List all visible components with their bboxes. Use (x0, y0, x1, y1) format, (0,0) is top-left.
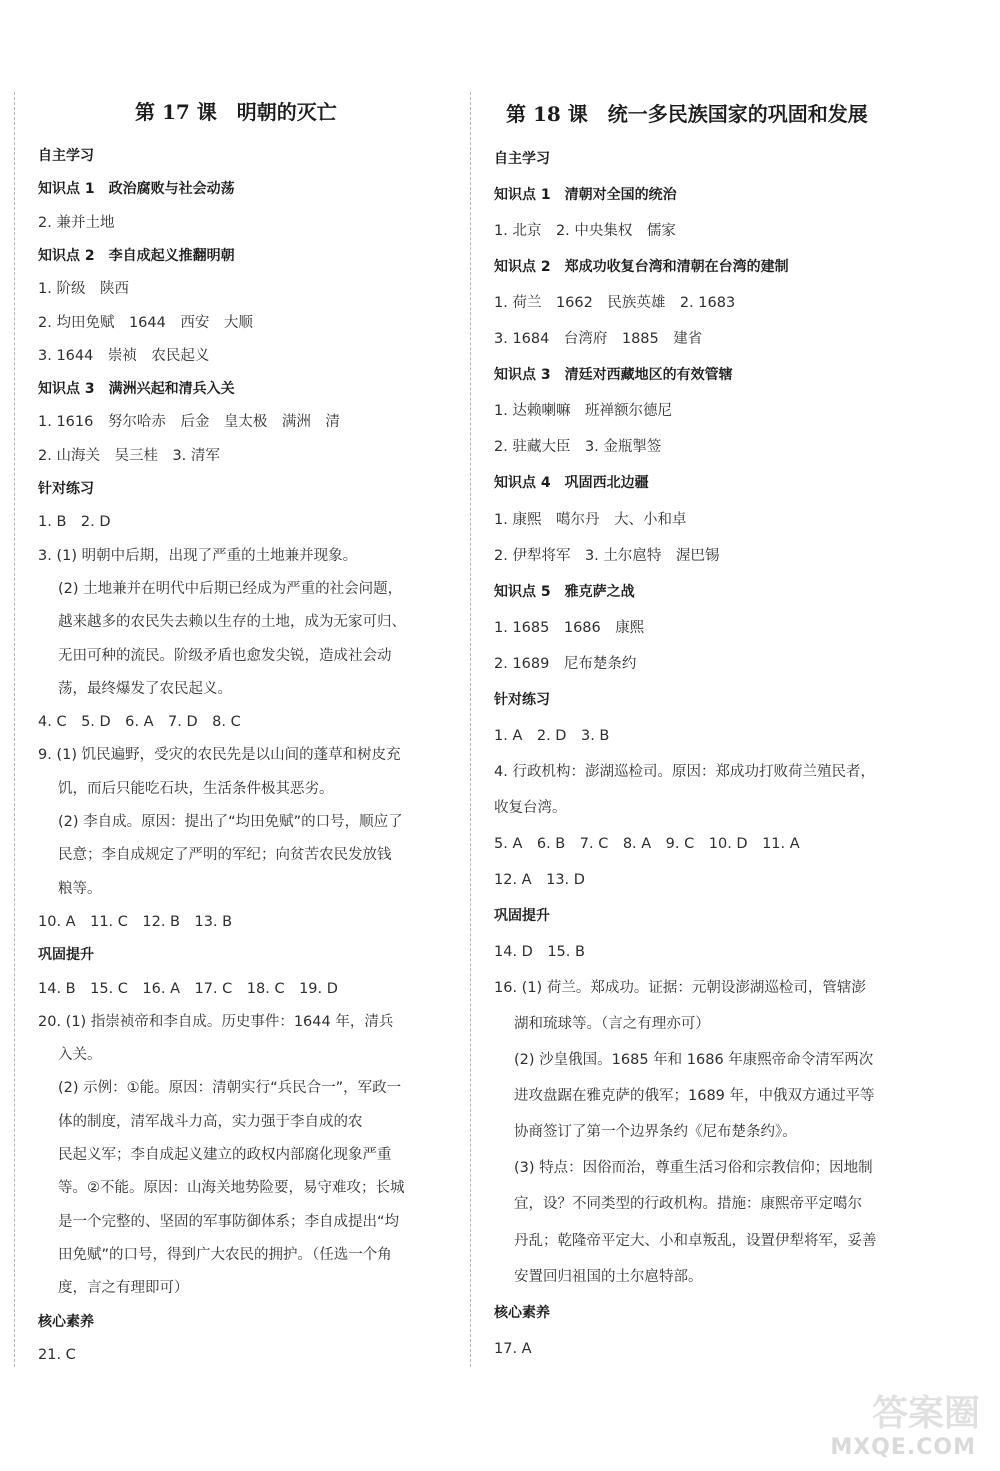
answer-line: 粮等。 (58, 880, 102, 897)
answer-line: 2. 兼并土地 (38, 214, 115, 231)
section-heading: 自主学习 (38, 148, 94, 164)
answer-line: 协商签订了第一个边界条约《尼布楚条约》。 (514, 1124, 797, 1141)
answer-line: 2. 1689 尼布楚条约 (494, 655, 637, 672)
answer-line: 田免赋”的口号，得到广大农民的拥护。（任选一个角 (58, 1246, 392, 1263)
answer-line: 3. 1684 台湾府 1885 建省 (494, 331, 703, 348)
answer-line: 21. C (38, 1346, 76, 1363)
knowledge-point-heading: 知识点 2 李自成起义推翻明朝 (38, 247, 235, 264)
watermark-logo (792, 1385, 982, 1465)
column-divider-right (470, 92, 471, 1367)
section-heading: 针对练习 (494, 691, 550, 708)
answer-line: 体的制度，清军战斗力高，实力强于李自成的农 (58, 1113, 363, 1130)
answer-line: 1. 阶级 陕西 (38, 281, 129, 298)
answer-line: 4. 行政机构：澎湖巡检司。原因：郑成功打败荷兰殖民者， (494, 763, 875, 780)
section-heading: 自主学习 (494, 151, 550, 167)
answer-line: 9. (1) 饥民遍野，受灾的农民先是以山间的蓬草和树皮充 (38, 747, 401, 764)
answer-line: 无田可种的流民。阶级矛盾也愈发尖锐，造成社会动 (58, 647, 392, 664)
answer-line: (2) 示例：①能。原因：清朝实行“兵民合一”，军政一 (58, 1080, 402, 1097)
answer-line: 1. 康熙 噶尔丹 大、小和卓 (494, 511, 687, 528)
section-heading: 核心素养 (494, 1304, 550, 1321)
answer-line: 3. 1644 崇祯 农民起义 (38, 347, 210, 364)
answer-line: 10. A 11. C 12. B 13. B (38, 913, 233, 930)
lesson-18-title: 第 18 课 统一多民族国家的巩固和发展 (506, 102, 868, 126)
answer-line: (2) 沙皇俄国。1685 年和 1686 年康熙帝命令清军两次 (514, 1052, 874, 1069)
answer-line: 17. A (494, 1340, 532, 1357)
answer-line: 收复台湾。 (494, 799, 567, 816)
knowledge-point-heading: 知识点 3 满洲兴起和清兵入关 (38, 381, 235, 398)
answer-line: 3. (1) 明朝中后期，出现了严重的土地兼并现象。 (38, 547, 358, 564)
answer-line: 宜，设？不同类型的行政机构。措施：康熙帝平定噶尔 (514, 1196, 862, 1213)
answer-line: 安置回归祖国的土尔扈特部。 (514, 1268, 703, 1285)
watermark-site: MXQE.COM (830, 1435, 976, 1460)
section-heading: 核心素养 (38, 1313, 94, 1330)
answer-line: 2. 山海关 吴三桂 3. 清军 (38, 447, 220, 464)
column-divider-left (14, 92, 15, 1367)
watermark-logo-mark: 答案圈 (871, 1392, 980, 1434)
knowledge-point-heading: 知识点 5 雅克萨之战 (494, 583, 635, 600)
answer-line: 12. A 13. D (494, 872, 585, 888)
answer-line: 等。②不能。原因：山海关地势险要，易守难攻；长城 (58, 1180, 405, 1197)
knowledge-point-heading: 知识点 1 清朝对全国的统治 (494, 187, 677, 204)
answer-line: 1. 北京 2. 中央集权 儒家 (494, 223, 676, 240)
answer-line: 4. C 5. D 6. A 7. D 8. C (38, 714, 241, 731)
section-heading: 巩固提升 (38, 947, 94, 964)
answer-line: 荡，最终爆发了农民起义。 (58, 680, 232, 697)
answer-line: 2. 伊犁将军 3. 土尔扈特 渥巴锡 (494, 547, 720, 564)
answer-line: 16. (1) 荷兰。郑成功。证据：元朝设澎湖巡检司，管辖澎 (494, 980, 866, 997)
answer-line: 1. A 2. D 3. B (494, 727, 610, 744)
knowledge-point-heading: 知识点 1 政治腐败与社会动荡 (38, 181, 235, 198)
knowledge-point-heading: 知识点 2 郑成功收复台湾和清朝在台湾的建制 (494, 259, 789, 276)
answer-line: 度，言之有理即可） (58, 1280, 189, 1297)
answer-line: (3) 特点：因俗而治，尊重生活习俗和宗教信仰；因地制 (514, 1160, 873, 1177)
answer-line: 入关。 (58, 1047, 102, 1064)
answer-line: 14. D 15. B (494, 944, 585, 961)
answer-line: 1. 达赖喇嘛 班禅额尔德尼 (494, 403, 672, 420)
answer-line: 越来越多的农民失去赖以生存的土地，成为无家可归、 (58, 614, 406, 631)
answer-line: 20. (1) 指崇祯帝和李自成。历史事件：1644 年，清兵 (38, 1013, 394, 1030)
knowledge-point-heading: 知识点 3 清廷对西藏地区的有效管辖 (494, 367, 733, 384)
answer-line: 湖和琉球等。（言之有理亦可） (514, 1016, 710, 1033)
section-heading: 巩固提升 (494, 908, 550, 925)
answer-line: 1. 1616 努尔哈赤 后金 皇太极 满洲 清 (38, 414, 340, 431)
answer-line: 是一个完整的、坚固的军事防御体系；李自成提出“均 (58, 1213, 400, 1230)
knowledge-point-heading: 知识点 4 巩固西北边疆 (494, 475, 649, 492)
answer-line: 14. B 15. C 16. A 17. C 18. C 19. D (38, 980, 338, 997)
answer-line: 1. 1685 1686 康熙 (494, 619, 645, 636)
answer-line: 饥，而后只能吃石块，生活条件极其恶劣。 (58, 780, 334, 797)
answer-line: 1. B 2. D (38, 514, 111, 531)
answer-line: 民起义军；李自成起义建立的政权内部腐化现象严重 (58, 1147, 392, 1163)
lesson-17-title: 第 17 课 明朝的灭亡 (135, 100, 337, 124)
answer-line: 2. 均田免赋 1644 西安 大顺 (38, 314, 253, 331)
section-heading: 针对练习 (38, 481, 94, 497)
answer-line: 5. A 6. B 7. C 8. A 9. C 10. D 11. A (494, 835, 800, 852)
answer-line: 丹乱；乾隆帝平定大、小和卓叛乱，设置伊犁将军，妥善 (514, 1232, 877, 1249)
answer-line: 进攻盘踞在雅克萨的俄军；1689 年，中俄双方通过平等 (514, 1088, 875, 1105)
answer-line: 民意；李自成规定了严明的军纪；向贫苦农民发放钱 (58, 847, 392, 864)
answer-line: (2) 李自成。原因：提出了“均田免赋”的口号，顺应了 (58, 814, 403, 830)
answer-line: (2) 土地兼并在明代中后期已经成为严重的社会问题， (58, 580, 403, 597)
answer-line: 1. 荷兰 1662 民族英雄 2. 1683 (494, 295, 736, 312)
answer-line: 2. 驻藏大臣 3. 金瓶掣签 (494, 439, 662, 456)
